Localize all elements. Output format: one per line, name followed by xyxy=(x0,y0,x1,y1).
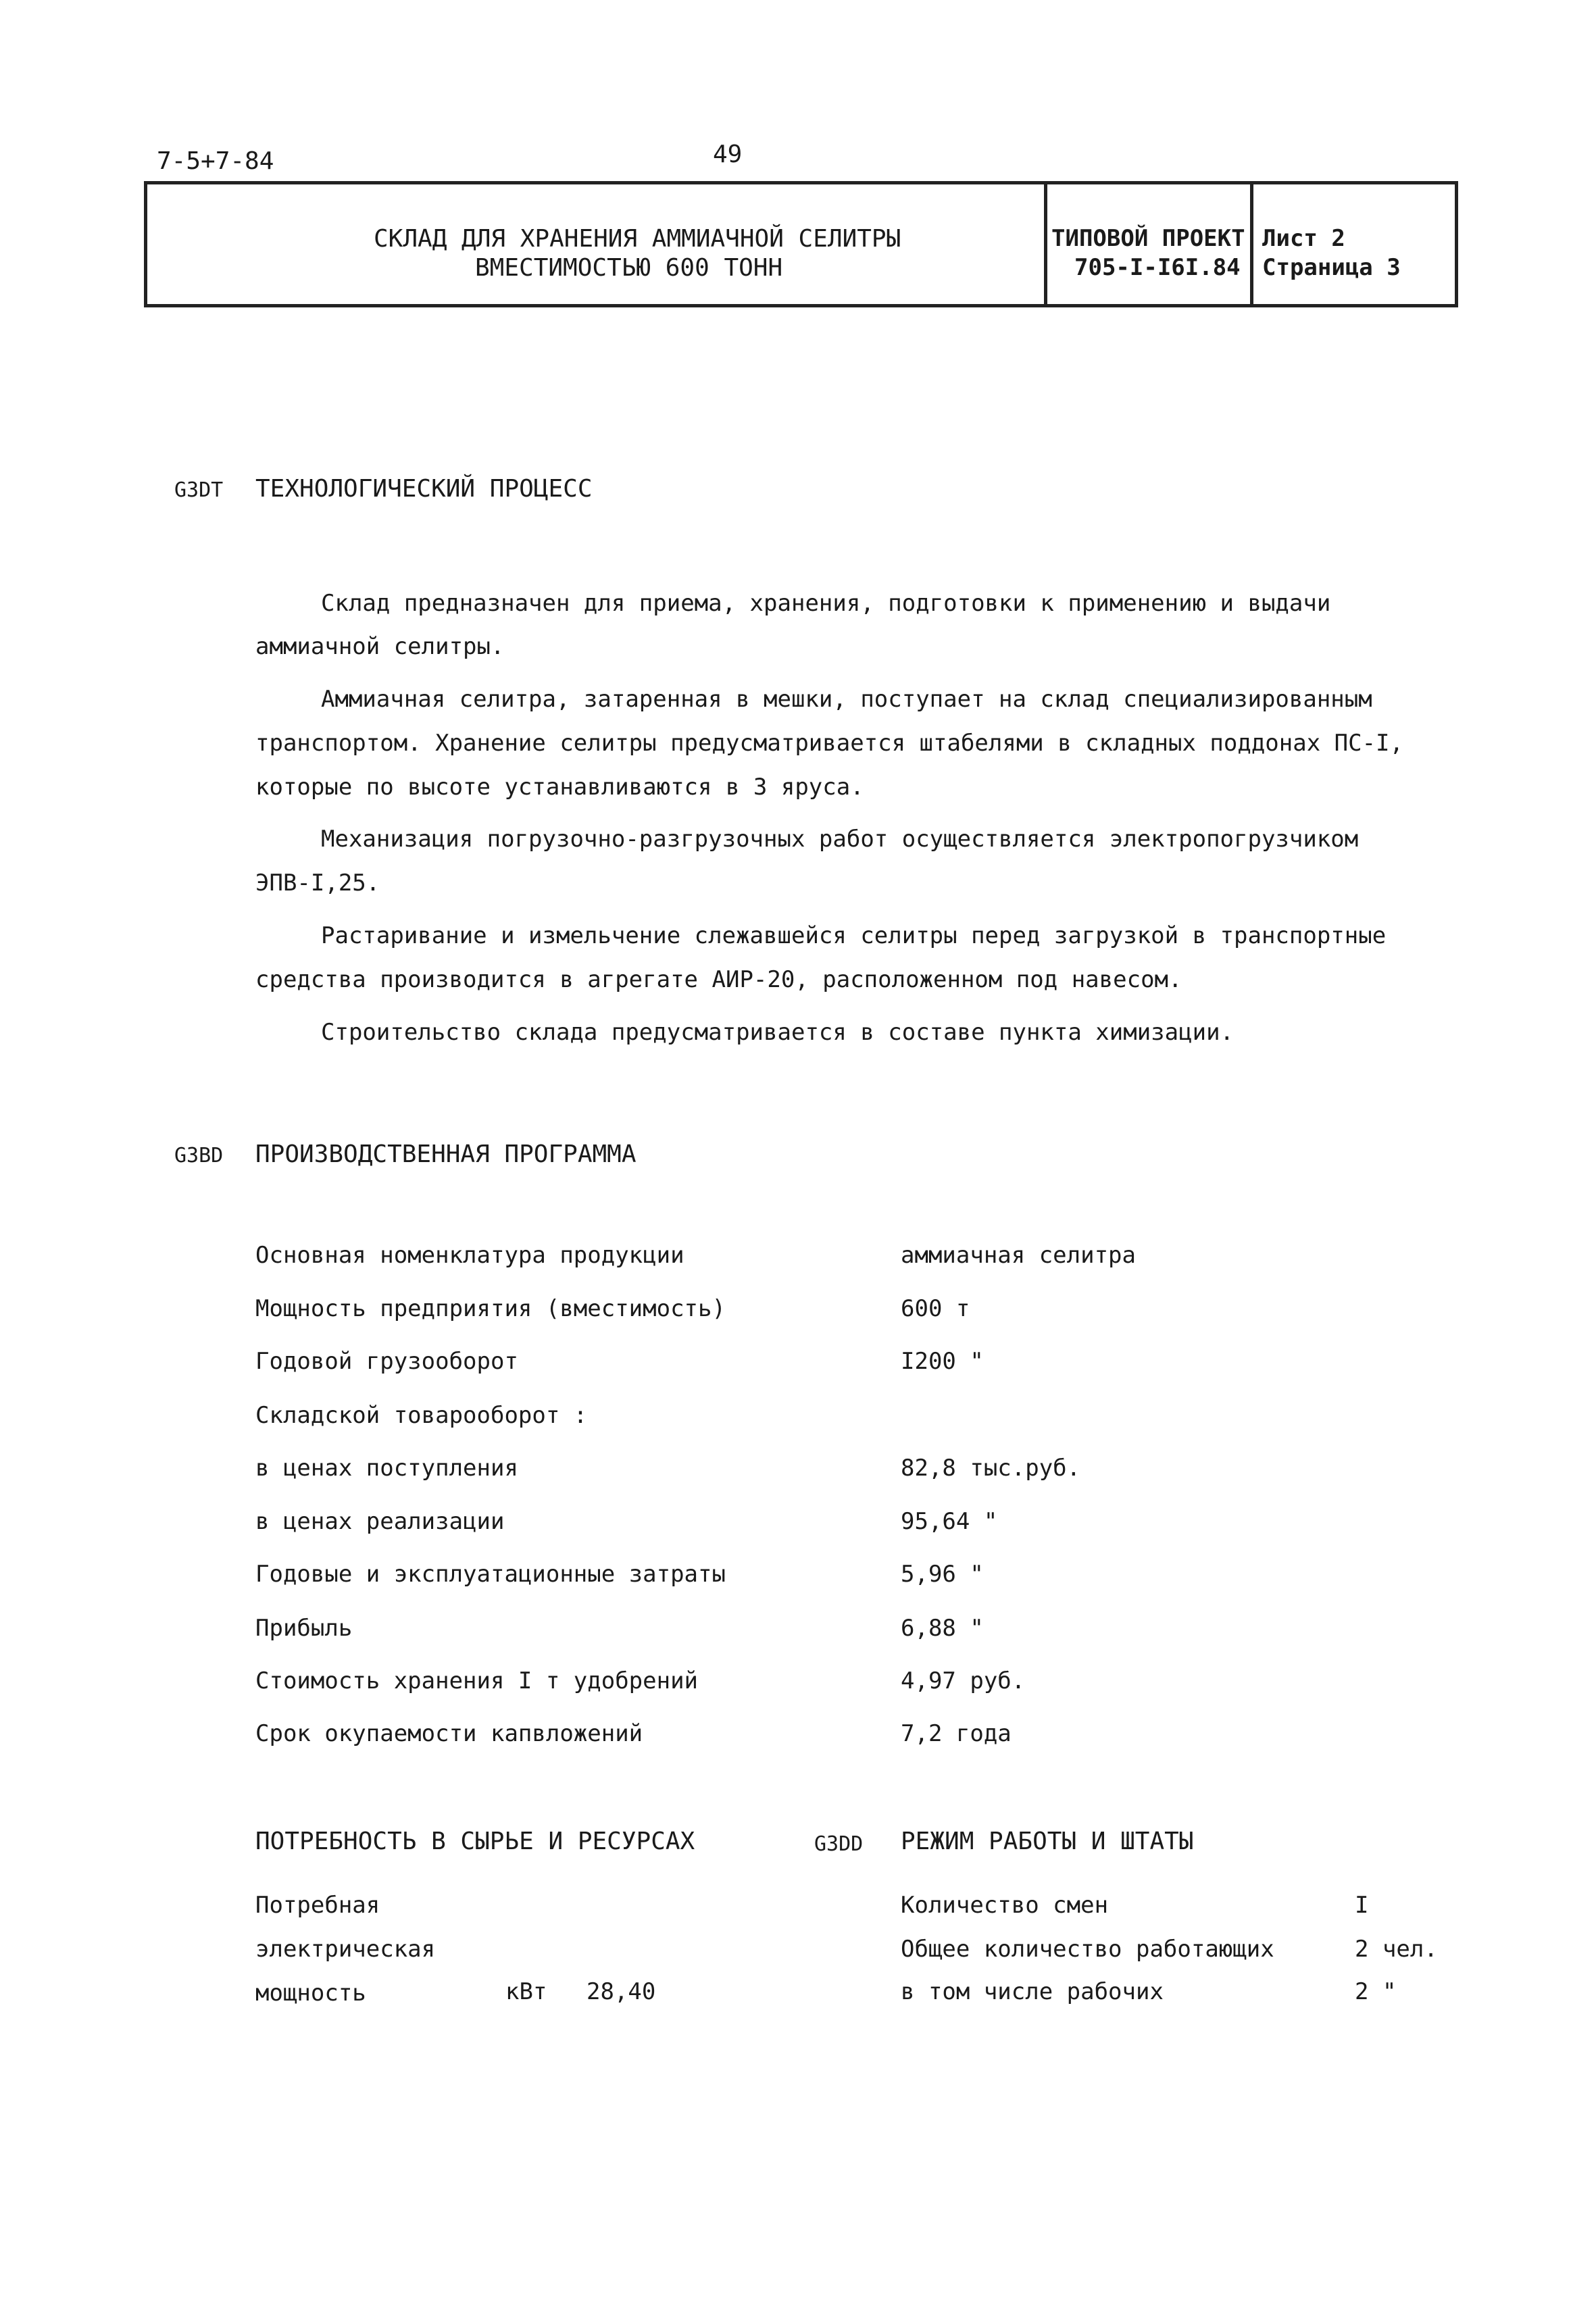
document-code: 7-5+7-84 xyxy=(157,147,274,175)
staff-row-label: Общее количество работающих xyxy=(901,1936,1274,1963)
section-heading-resources: ПОТРЕБНОСТЬ В СЫРЬЕ И РЕСУРСАХ xyxy=(255,1828,695,1855)
title-block-divider xyxy=(1044,184,1047,304)
section-heading-production-program: ПРОИЗВОДСТВЕННАЯ ПРОГРАММА xyxy=(255,1140,637,1168)
power-unit: кВт xyxy=(505,1978,547,2005)
staff-row-label: Количество смен xyxy=(901,1892,1109,1919)
paragraph-line: которые по высоте устанавливаются в 3 яруса. xyxy=(255,774,864,801)
staff-row-value: I xyxy=(1355,1892,1369,1919)
table-row-label: Годовые и эксплуатационные затраты xyxy=(255,1561,726,1588)
staff-row-label: в том числе рабочих xyxy=(901,1978,1164,2005)
resource-label-line-1: Потребная xyxy=(255,1892,380,1919)
resource-label-line-3: мощность xyxy=(255,1980,366,2007)
paragraph-line: Строительство склада предусматривается в составе пункта химизации. xyxy=(321,1019,1235,1046)
section-heading-tech-process: ТЕХНОЛОГИЧЕСКИЙ ПРОЦЕСС xyxy=(255,475,593,503)
table-row-label: в ценах поступления xyxy=(255,1455,518,1482)
table-row-label: Стоимость хранения I т удобрений xyxy=(255,1667,699,1694)
table-row-label: Прибыль xyxy=(255,1615,353,1642)
document-title-line-1: СКЛАД ДЛЯ ХРАНЕНИЯ АММИАЧНОЙ СЕЛИТРЫ xyxy=(374,225,901,253)
table-row-label: Мощность предприятия (вместимость) xyxy=(255,1295,726,1322)
staff-row-value: 2 чел. xyxy=(1355,1936,1438,1963)
staff-row-value: 2 " xyxy=(1355,1978,1397,2005)
power-value: 28,40 xyxy=(587,1978,656,2005)
paragraph-line: Механизация погрузочно-разгрузочных работ осуществляется электропогрузчиком xyxy=(321,826,1359,853)
document-title-line-2: ВМЕСТИМОСТЬЮ 600 ТОНН xyxy=(475,254,783,282)
table-row-label: Годовой грузооборот xyxy=(255,1348,518,1375)
page-number: 49 xyxy=(713,141,743,168)
table-row-value: аммиачная селитра xyxy=(901,1242,1136,1269)
title-block xyxy=(144,181,1458,307)
table-row-value: I200 " xyxy=(901,1348,984,1375)
paragraph-line: Склад предназначен для приема, хранения, подготовки к применению и выдачи xyxy=(321,590,1331,617)
project-type-label: ТИПОВОЙ ПРОЕКТ xyxy=(1051,225,1245,252)
table-row-label: в ценах реализации xyxy=(255,1508,505,1535)
table-row-label: Основная номенклатура продукции xyxy=(255,1242,684,1269)
paragraph-line: ЭПВ-I,25. xyxy=(255,870,380,897)
table-row-value: 95,64 " xyxy=(901,1508,998,1535)
table-row-value: 7,2 года xyxy=(901,1720,1012,1747)
project-number: 705-I-I6I.84 xyxy=(1074,254,1241,281)
resource-label-line-2: электрическая xyxy=(255,1936,436,1963)
table-row-value: 82,8 тыс.руб. xyxy=(901,1455,1081,1482)
title-block-divider xyxy=(1250,184,1253,304)
paragraph-line: аммиачной селитры. xyxy=(255,633,505,660)
paragraph-line: Растаривание и измельчение слежавшейся селитры перед загрузкой в транспортные xyxy=(321,922,1387,949)
section-code: G3BD xyxy=(174,1144,224,1167)
paragraph-line: средства производится в агрегате АИР-20, расположенном под навесом. xyxy=(255,966,1182,993)
section-heading-work-mode: РЕЖИМ РАБОТЫ И ШТАТЫ xyxy=(901,1828,1194,1855)
sheet-number: Лист 2 xyxy=(1262,225,1345,252)
section-code: G3DD xyxy=(814,1832,864,1856)
table-row-value: 4,97 руб. xyxy=(901,1667,1026,1694)
section-code: G3DT xyxy=(174,478,224,502)
table-row-label: Срок окупаемости капвложений xyxy=(255,1720,643,1747)
paragraph-line: Аммиачная селитра, затаренная в мешки, поступает на склад специализированным xyxy=(321,686,1372,713)
page-label: Страница 3 xyxy=(1262,254,1401,281)
table-row-value: 5,96 " xyxy=(901,1561,984,1588)
paragraph-line: транспортом. Хранение селитры предусматривается штабелями в складных поддонах ПС-I, xyxy=(255,730,1403,757)
table-row-value: 600 т xyxy=(901,1295,970,1322)
table-row-value: 6,88 " xyxy=(901,1615,984,1642)
table-row-label: Складской товарооборот : xyxy=(255,1402,588,1429)
